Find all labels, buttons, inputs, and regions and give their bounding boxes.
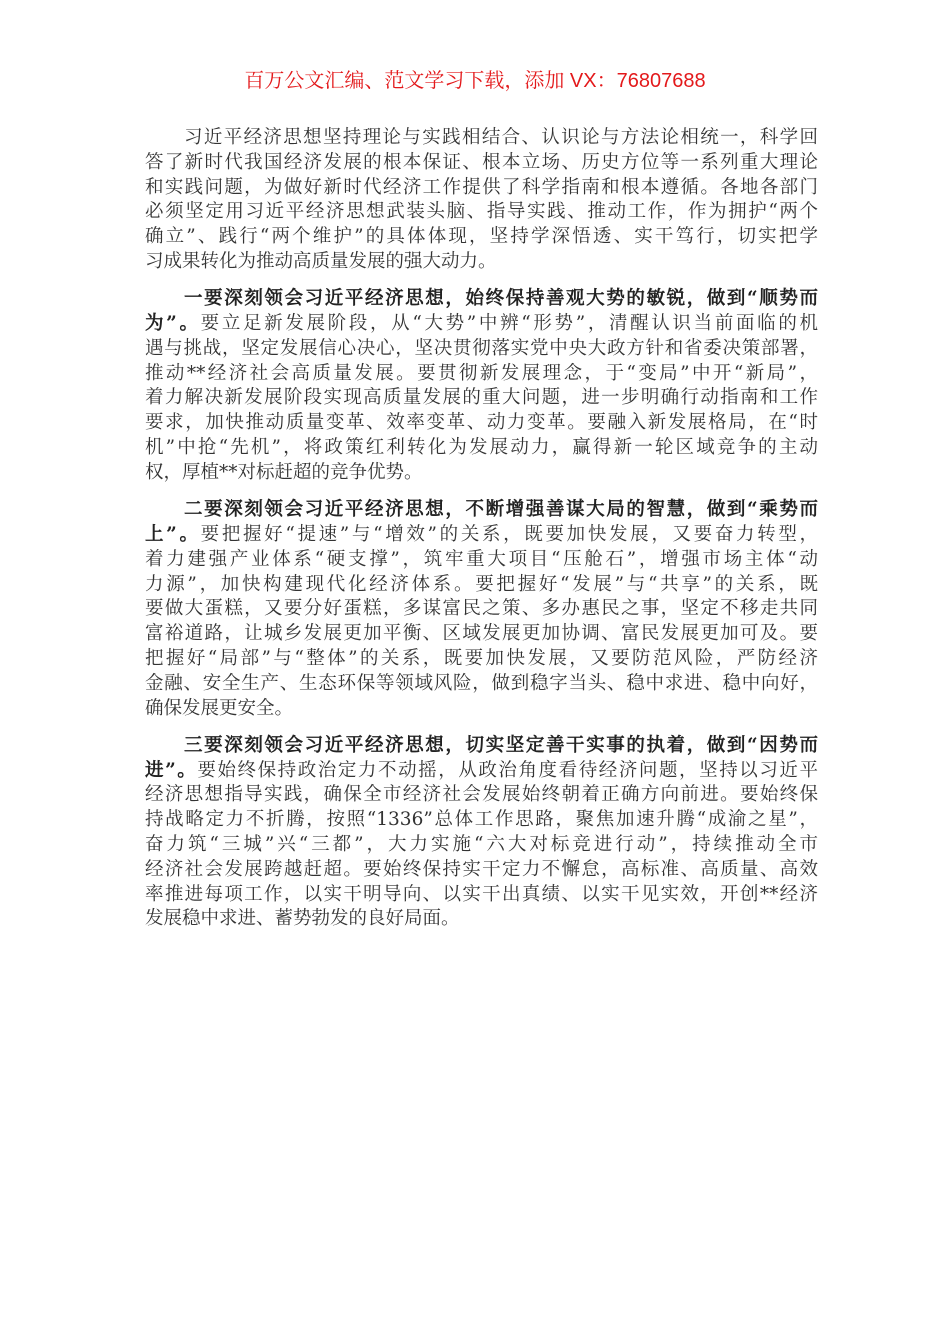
text-line [145,883,818,908]
text-line [145,697,818,722]
text-line [145,225,818,250]
body-text: 把握好“局部”与“整体”的关系，既要加快发展，又要防范风险，严防经济 [145,647,818,669]
body-text: 遇与挑战，坚定发展信心决心，坚决贯彻落实党中央大政方针和省委决策部署， [145,337,818,359]
body-text: 着力建强产业体系“硬支撑”，筑牢重大项目“压舱石”，增强市场主体“动 [145,548,818,570]
paragraph [145,287,818,485]
text-line [145,597,818,622]
text-line [145,672,818,697]
text-line [145,151,818,176]
text-line [145,312,818,337]
bold-heading-text: 上”。 [145,523,201,545]
body-text: 力源”，加快构建现代化经济体系。要把握好“发展”与“共享”的关系，既 [145,573,818,595]
body-text: 必须坚定用习近平经济思想武装头脑、指导实践、推动工作，作为拥护“两个 [145,201,818,223]
body-text: 要立足新发展阶段，从“大势”中辨“形势”，清醒认识当前面临的机 [200,313,818,335]
body-text: 确保发展更安全。 [145,697,294,719]
body-text: 着力解决新发展阶段实现高质量发展的重大问题，进一步明确行动指南和工作 [145,387,818,409]
body-text: 持战略定力不折腾，按照“1336”总体工作思路，聚焦加速升腾“成渝之星”， [145,809,818,831]
body-text: 奋力筑“三城”兴“三都”，大力实施“六大对标竞进行动”，持续推动全市 [145,834,818,856]
body-text: 发展稳中求进、蓄势勃发的良好局面。 [145,908,460,930]
body-text: 习成果转化为推动高质量发展的强大动力。 [145,250,497,272]
text-line [145,287,818,312]
body-text: 金融、安全生产、生态环保等领域风险，做到稳字当头、稳中求进、稳中向好， [145,672,818,694]
text-line [145,734,818,759]
text-line [145,200,818,225]
body-text: 要把握好“提速”与“增效”的关系，既要加快发展，又要奋力转型， [200,523,818,545]
text-line [145,461,818,486]
paragraph [145,498,818,721]
bold-heading-text: 一要深刻领会习近平经济思想，始终保持善观大势的敏锐，做到“顺势而 [184,288,818,310]
text-line [145,573,818,598]
bold-heading-text: 二要深刻领会习近平经济思想，不断增强善谋大局的智慧，做到“乘势而 [184,499,818,521]
text-line [145,176,818,201]
text-line [145,126,818,151]
text-line [145,858,818,883]
text-line [145,647,818,672]
body-text: 富裕道路，让城乡发展更加平衡、区域发展更加协调、富民发展更加可及。要 [145,623,818,645]
body-text: 率推进每项工作，以实干明导向、以实干出真绩、以实干见实效，开创**经济 [145,883,818,905]
body-text: 经济社会发展跨越赶超。要始终保持实干定力不懈怠，高标准、高质量、高效 [145,858,818,880]
paragraph [145,126,818,275]
body-text: 推动**经济社会高质量发展。要贯彻新发展理念，于“变局”中开“新局”， [145,362,818,384]
text-line [145,808,818,833]
text-line [145,498,818,523]
text-line [145,250,818,275]
body-text: 经济思想指导实践，确保全市经济社会发展始终朝着正确方向前进。要始终保 [145,784,818,806]
text-line [145,337,818,362]
text-line [145,523,818,548]
body-text: 机”中抢“先机”，将政策红利转化为发展动力，赢得新一轮区域竞争的主动 [145,437,818,459]
body-text: 要求，加快推动质量变革、效率变革、动力变革。要融入新发展格局，在“时 [145,412,818,434]
bold-heading-text: 进”。 [145,759,198,781]
text-line [145,759,818,784]
body-text: 要做大蛋糕，又要分好蛋糕，多谋富民之策、多办惠民之事，坚定不移走共同 [145,598,818,620]
body-text: 和实践问题，为做好新时代经济工作提供了科学指南和根本遵循。各地各部门 [145,176,818,198]
body-text: 确立”、践行“两个维护”的具体体现，坚持学深悟透、实干笃行，切实把学 [145,226,818,248]
body-text: 习近平经济思想坚持理论与实践相结合、认识论与方法论相统一，科学回 [184,127,818,148]
body-text: 答了新时代我国经济发展的根本保证、根本立场、历史方位等一系列重大理论 [145,151,818,173]
watermark-header: 百万公文汇编、范文学习下载，添加 VX：76807688 [244,70,706,92]
text-line [145,783,818,808]
bold-heading-text: 为”。 [145,313,201,335]
text-line [145,622,818,647]
body-text: 权，厚植**对标赶超的竞争优势。 [145,461,423,483]
text-line [145,548,818,573]
bold-heading-text: 三要深刻领会习近平经济思想，切实坚定善干实事的执着，做到“因势而 [184,734,818,756]
text-line [145,386,818,411]
body-text: 要始终保持政治定力不动摇，从政治角度看待经济问题，坚持以习近平 [197,759,818,781]
text-line [145,907,818,932]
text-line [145,411,818,436]
text-line [145,436,818,461]
text-line [145,833,818,858]
text-line [145,362,818,387]
paragraph [145,734,818,932]
document-body [145,126,818,945]
